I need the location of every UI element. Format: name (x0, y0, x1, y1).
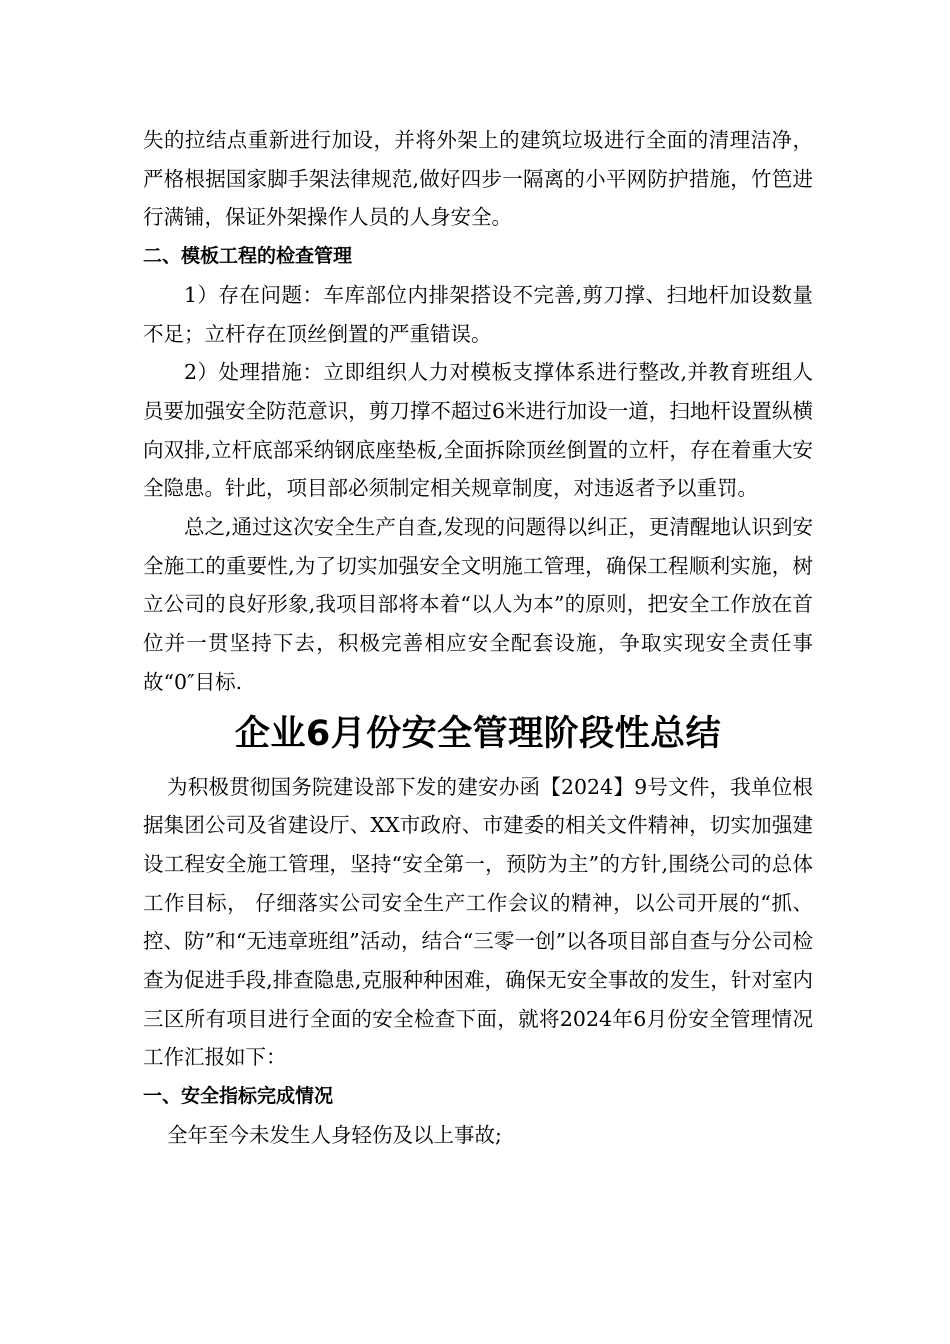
paragraph-conclusion: 总之,通过这次安全生产自查,发现的问题得以纠正，更清醒地认识到安全施工的重要性,为了切实加强安全文明施工管理，确保工程顺利实施，树立公司的良好形象,我项目部将本着“以人为本”的原则，把安全工作放在首位并一贯坚持下去，积极完善相应安全配套设施，争取实现安全责任事故“0″目标. (143, 515, 813, 694)
paragraph-treatment-measures: 2）处理措施：立即组织人力对模板支撑体系进行整改,并教育班组人员要加强安全防范意识，剪刀撑不超过6米进行加设一道，扫地杆设置纵横向双排,立杆底部采纳钢底座垫板,全面拆除顶丝倒置的立杆，存在着重大安全隐患。针此，项目部必须制定相关规章制度，对违返者予以重罚。 (143, 360, 813, 501)
document-body (143, 121, 813, 1155)
section-heading-safety-indicators: 一、安全指标完成情况 (143, 1085, 334, 1108)
section-heading-formwork: 二、模板工程的检查管理 (143, 245, 353, 268)
document-title: 企业6月份安全管理阶段性总结 (234, 713, 722, 754)
paragraph-no-accidents: 全年至今未发生人身轻伤及以上事故; (167, 1122, 502, 1147)
paragraph-introduction: 为积极贯彻国务院建设部下发的建安办函【2024】9号文件，我单位根据集团公司及省建设厅、XX市政府、市建委的相关文件精神，切实加强建设工程安全施工管理，坚持“安全第一，预防为主”的方针,围绕公司的总体工作目标， 仔细落实公司安全生产工作会议的精神，以公司开展的“抓、控、防”和“无违章班组”活动，结合“三零一创”以各项目部自查与分公司检查为促进手段,排查隐患,克服种种困难，确保无安全事故的发生，针对室内三区所有项目进行全面的安全检查下面，就将2024年6月份安全管理情况工作汇报如下： (143, 774, 813, 1070)
paragraph-existing-problems: 1）存在问题：车库部位内排架搭设不完善,剪刀撑、扫地杆加设数量不足；立杆存在顶丝倒置的严重错误。 (143, 282, 813, 346)
paragraph-scaffold-cleanup: 失的拉结点重新进行加设，并将外架上的建筑垃圾进行全面的清理洁净，严格根据国家脚手架法律规范,做好四步一隔离的小平网防护措施，竹笆进行满铺，保证外架操作人员的人身安全。 (143, 128, 813, 230)
